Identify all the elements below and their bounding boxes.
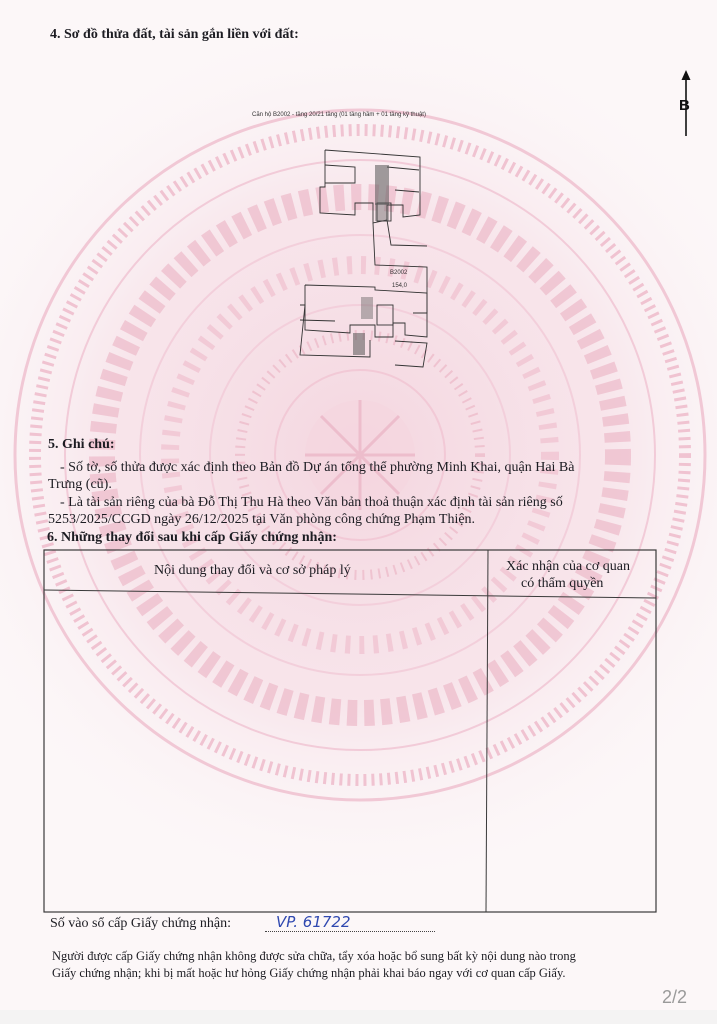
registry-number-label: Số vào sổ cấp Giấy chứng nhận:: [50, 916, 231, 931]
section-6-title: 6. Những thay đổi sau khi cấp Giấy chứng nhận:: [47, 530, 337, 545]
registry-number-handwritten: VP. 61722: [276, 913, 351, 931]
table-header-changes: Nội dung thay đổi và cơ sở pháp lý: [154, 563, 351, 578]
unit-code-label: B2002: [390, 270, 408, 276]
note-2-line-1: - Là tài sản riêng của bà Đỗ Thị Thu Hà theo Văn bản thoả thuận xác định tài sản riêng số: [60, 495, 563, 510]
north-label: B: [679, 97, 690, 114]
changes-table: [43, 549, 657, 913]
diagram-caption: Căn hộ B2002 - tầng 20/21 tầng (01 tầng hầm + 01 tầng kỹ thuật): [252, 112, 426, 118]
registry-number-dotted-line: [265, 931, 435, 932]
notice-line-1: Người được cấp Giấy chứng nhận không được sửa chữa, tẩy xóa hoặc bổ sung bất kỳ nội dung nào trong: [52, 949, 576, 963]
section-5-title: 5. Ghi chú:: [48, 437, 115, 452]
table-header-approval-line-2: có thẩm quyền: [521, 576, 604, 591]
notice-line-2: Giấy chứng nhận; khi bị mất hoặc hư hỏng Giấy chứng nhận phải khai báo ngay với cơ quan cấp Giấy.: [52, 966, 566, 980]
note-2-line-2: 5253/2025/CCGD ngày 26/12/2025 tại Văn phòng công chứng Phạm Thiện.: [48, 512, 476, 527]
table-header-approval-line-1: Xác nhận của cơ quan: [506, 559, 631, 574]
floor-plan-diagram: [295, 145, 445, 370]
note-1-line-2: Trưng (cũ).: [48, 477, 112, 492]
section-4-title: 4. Sơ đồ thửa đất, tài sản gắn liền với đất:: [50, 27, 299, 42]
unit-area-label: 154,0: [392, 283, 408, 289]
note-1-line-1: - Số tờ, số thửa được xác định theo Bản đồ Dự án tổng thể phường Minh Khai, quận Hai Bà: [60, 460, 575, 475]
page-indicator: 2/2: [661, 987, 687, 1007]
